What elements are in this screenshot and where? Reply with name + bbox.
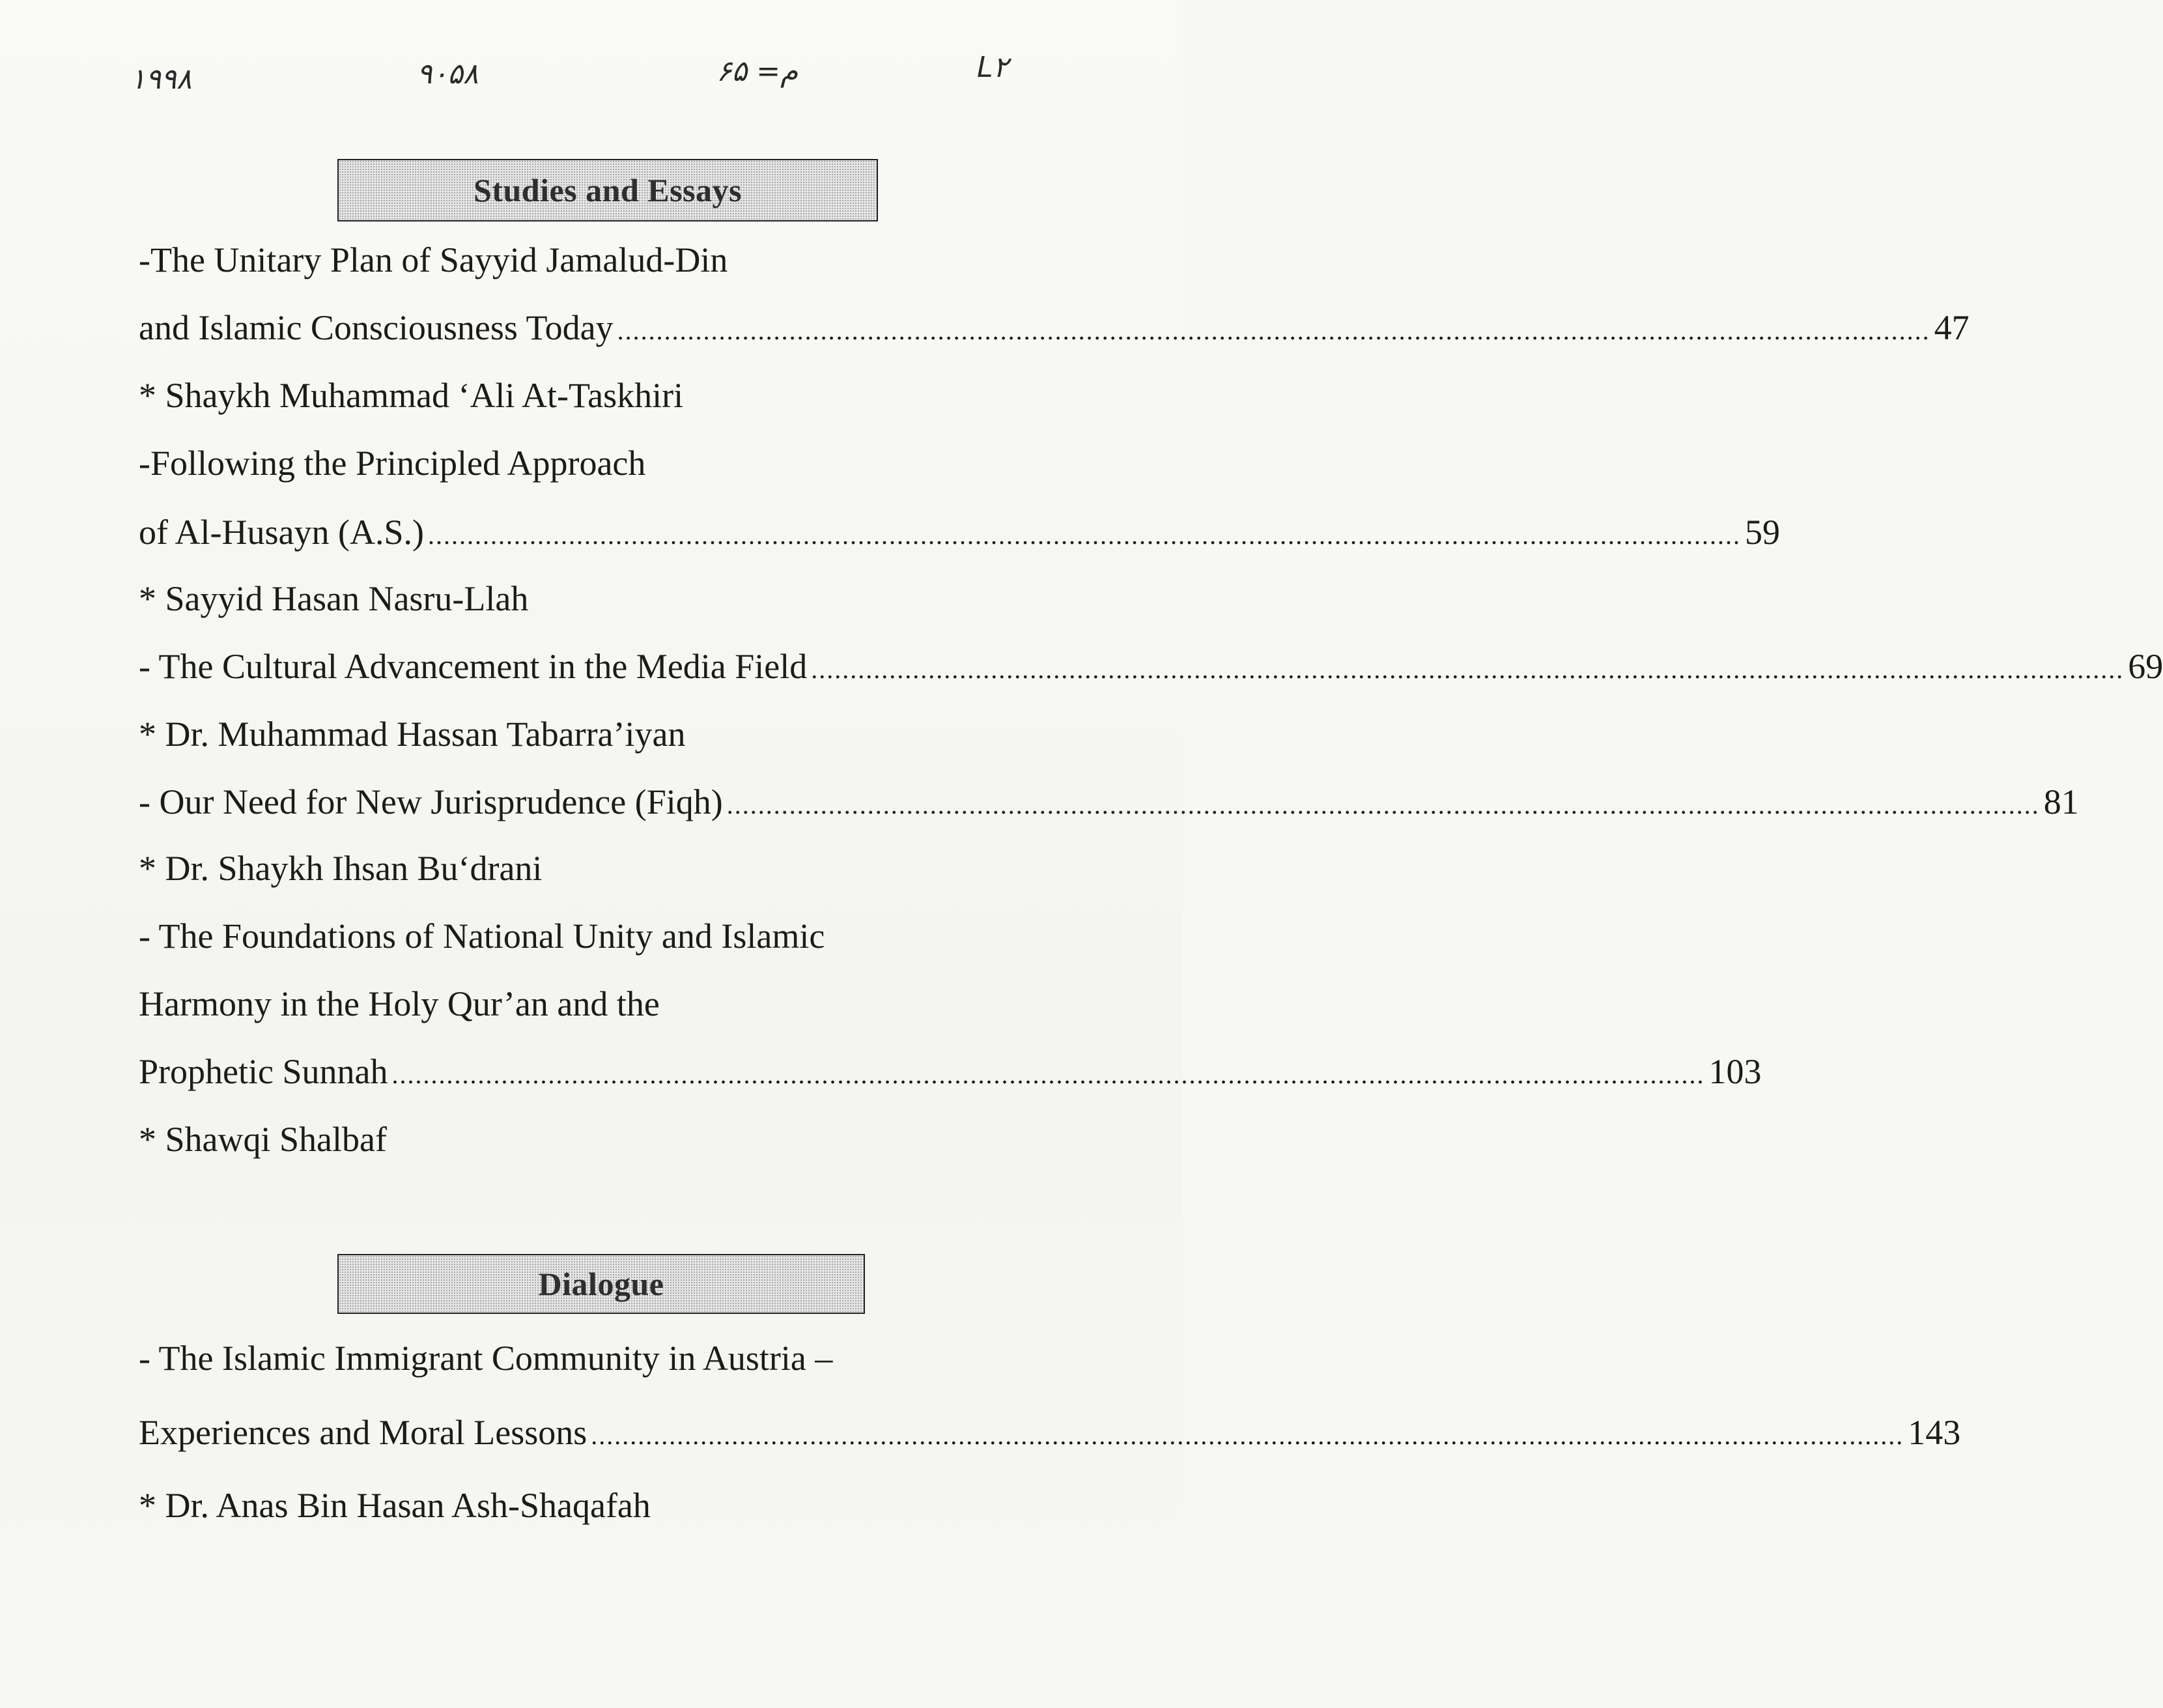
dot-leader: ........................................................................................................................................................................	[391, 1060, 1705, 1089]
toc-entry-line	[139, 782, 2079, 821]
toc-entry-line	[139, 647, 2163, 686]
entry-author: * Dr. Shaykh Ihsan Bu‘drani	[139, 849, 543, 888]
entry-title-line: -Following the Principled Approach	[139, 444, 646, 483]
entry-author: * Shawqi Shalbaf	[139, 1120, 387, 1159]
page-number: 103	[1708, 1052, 1762, 1091]
handwritten-note-2: ۹۰۵۸	[417, 57, 479, 91]
page-number: 69	[2128, 647, 2163, 686]
entry-title-line: - The Foundations of National Unity and Islamic	[139, 917, 825, 956]
section-title: Studies and Essays	[474, 172, 742, 208]
entry-title-line: - Our Need for New Jurisprudence (Fiqh)	[139, 782, 723, 821]
dot-leader: ........................................................................................................................................................................	[591, 1421, 1904, 1450]
entry-title-line: - The Islamic Immigrant Community in Austria –	[139, 1339, 833, 1378]
dot-leader: ........................................................................................................................................................................	[811, 655, 2125, 684]
section-header-dialogue	[337, 1254, 865, 1314]
entry-author: * Dr. Muhammad Hassan Tabarra’iyan	[139, 715, 686, 754]
section-header-studies	[337, 159, 878, 221]
page-number: 59	[1744, 513, 1780, 552]
entry-title-line: and Islamic Consciousness Today	[139, 308, 614, 347]
page-number: 143	[1908, 1413, 1961, 1452]
handwritten-note-4: L۲	[977, 51, 1009, 84]
entry-author: * Shaykh Muhammad ‘Ali At-Taskhiri	[139, 376, 684, 415]
handwritten-note-1: ۱۹۹۸	[130, 63, 192, 96]
toc-entry-line	[139, 308, 1970, 347]
section-title: Dialogue	[538, 1266, 664, 1302]
entry-title-line: -The Unitary Plan of Sayyid Jamalud-Din	[139, 240, 728, 279]
entry-title-line: Experiences and Moral Lessons	[139, 1413, 587, 1452]
dot-leader: ........................................................................................................................................................................	[617, 316, 1930, 345]
handwritten-note-3: م= ۶۵	[716, 55, 799, 88]
entry-title-line: - The Cultural Advancement in the Media Field	[139, 647, 808, 686]
toc-entry-line	[139, 513, 1780, 552]
toc-entry-line	[139, 1413, 1961, 1452]
dot-leader: ........................................................................................................................................................................	[427, 520, 1741, 550]
page-number: 81	[2043, 782, 2079, 821]
entry-title-line: of Al-Husayn (A.S.)	[139, 513, 424, 552]
entry-title-line: Prophetic Sunnah	[139, 1052, 388, 1091]
entry-author: * Sayyid Hasan Nasru-Llah	[139, 579, 529, 618]
entry-title-line: Harmony in the Holy Qur’an and the	[139, 984, 660, 1023]
dot-leader: ........................................................................................................................................................................	[726, 790, 2040, 819]
entry-author: * Dr. Anas Bin Hasan Ash-Shaqafah	[139, 1486, 651, 1525]
page-number: 47	[1934, 308, 1970, 347]
toc-entry-line	[139, 1052, 1762, 1091]
